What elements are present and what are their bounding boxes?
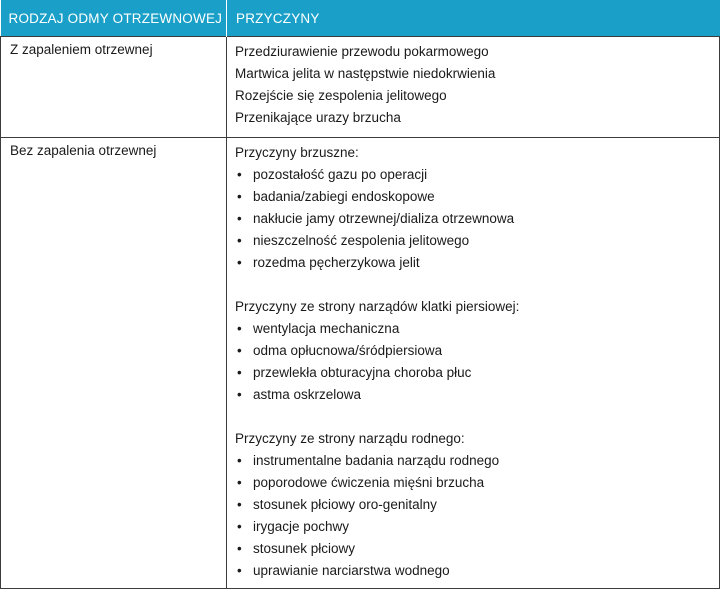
spacer: [235, 274, 719, 296]
list-item: [235, 186, 719, 208]
table-row: [1, 138, 720, 589]
list-item: [235, 208, 719, 230]
header-type: RODZAJ ODMY OTRZEWNOWEJ: [1, 0, 227, 37]
list-item-text: rozedma pęcherzykowa jelit: [253, 255, 420, 270]
list-item: [235, 538, 719, 560]
bullet-icon: •: [237, 189, 242, 204]
list-item-text: astma oskrzelowa: [253, 387, 362, 402]
list-item-text: nieszczelność zespolenia jelitowego: [253, 233, 470, 248]
list-item-text: poporodowe ćwiczenia mięśni brzucha: [253, 475, 485, 490]
group-title: Przyczyny brzuszne:: [235, 145, 359, 160]
row-category: Z zapaleniem otrzewnej: [1, 37, 227, 138]
cause-item: Przedziurawienie przewodu pokarmowego: [235, 44, 489, 59]
list-item: [235, 340, 719, 362]
header-row: [1, 0, 720, 37]
cause-item: Rozejście się zespolenia jelitowego: [235, 88, 447, 103]
cause-item: Martwica jelita w następstwie niedokrwienia: [235, 66, 496, 81]
list-item: [235, 318, 719, 340]
group-title: Przyczyny ze strony narządów klatki piersiowej:: [235, 299, 520, 314]
list-item: [235, 450, 719, 472]
table-row: [1, 37, 720, 138]
bullet-icon: •: [237, 255, 242, 270]
row-causes: [227, 37, 720, 138]
list-item-text: nakłucie jamy otrzewnej/dializa otrzewnowa: [253, 211, 515, 226]
list-item: [235, 252, 719, 274]
group-title: Przyczyny ze strony narządu rodnego:: [235, 431, 465, 446]
bullet-icon: •: [237, 343, 242, 358]
list-item-text: uprawianie narciarstwa wodnego: [253, 563, 450, 578]
list-item-text: przewlekła obturacyjna choroba płuc: [253, 365, 472, 380]
list-item-text: odma opłucnowa/śródpiersiowa: [253, 343, 443, 358]
list-item: [235, 516, 719, 538]
cause-item: Przenikające urazy brzucha: [235, 110, 401, 125]
bullet-icon: •: [237, 211, 242, 226]
bullet-icon: •: [237, 541, 242, 556]
bullet-icon: •: [237, 475, 242, 490]
spacer: [235, 406, 719, 428]
list-item: [235, 384, 719, 406]
bullet-icon: •: [237, 387, 242, 402]
list-item: [235, 230, 719, 252]
bullet-icon: •: [237, 233, 242, 248]
bullet-icon: •: [237, 519, 242, 534]
list-item: [235, 164, 719, 186]
list-item: [235, 472, 719, 494]
list-item-text: wentylacja mechaniczna: [253, 321, 400, 336]
row-category: Bez zapalenia otrzewnej: [1, 138, 227, 589]
bullet-icon: •: [237, 453, 242, 468]
list-item: [235, 494, 719, 516]
list-item-text: badania/zabiegi endoskopowe: [253, 189, 435, 204]
list-item-text: irygacje pochwy: [253, 519, 350, 534]
list-item-text: pozostałość gazu po operacji: [253, 167, 428, 182]
bullet-icon: •: [237, 167, 242, 182]
list-item-text: stosunek płciowy oro-genitalny: [253, 497, 437, 512]
header-causes: PRZYCZYNY: [227, 0, 720, 37]
list-item: [235, 560, 719, 582]
row-causes: [227, 138, 720, 589]
list-item: [235, 362, 719, 384]
list-item-text: instrumentalne badania narządu rodnego: [253, 453, 500, 468]
bullet-icon: •: [237, 563, 242, 578]
list-item-text: stosunek płciowy: [253, 541, 356, 556]
bullet-icon: •: [237, 365, 242, 380]
bullet-icon: •: [237, 497, 242, 512]
bullet-icon: •: [237, 321, 242, 336]
